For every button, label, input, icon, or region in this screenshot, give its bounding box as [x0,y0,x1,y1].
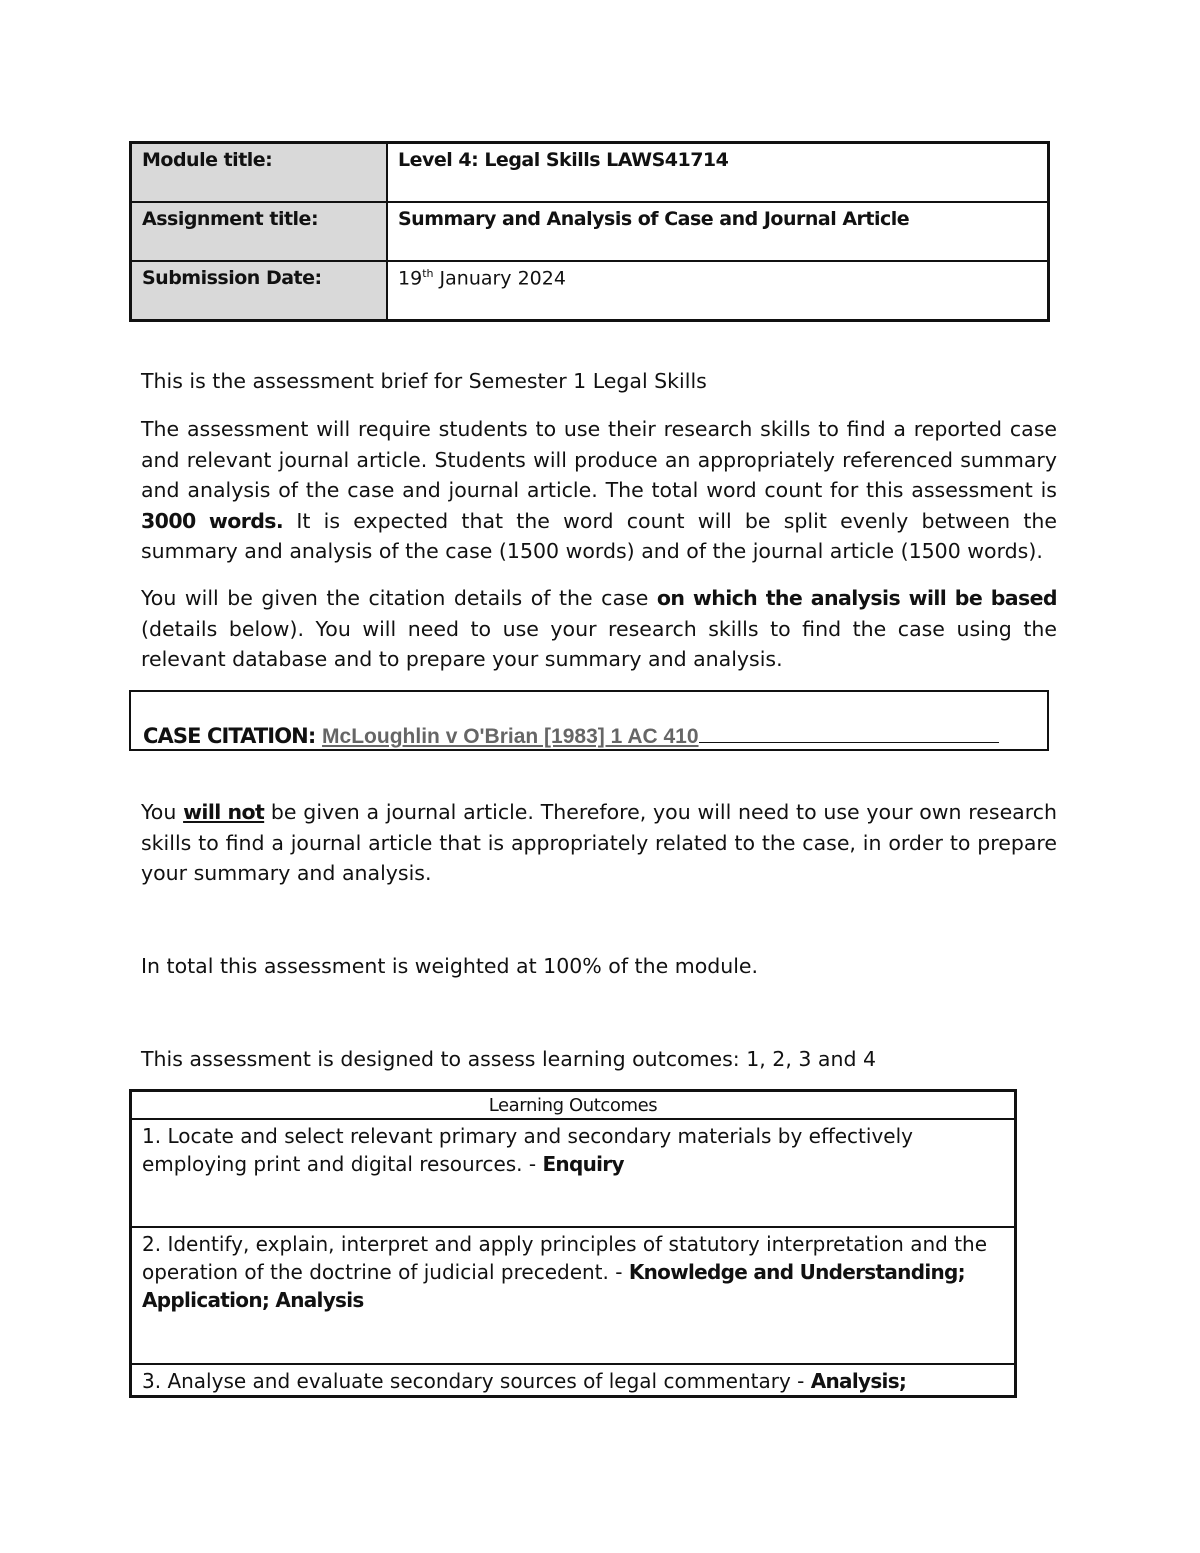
outcome-2-skill: Knowledge and Understanding; Application; Analysis [142,1260,965,1312]
outcome-2-text: 2. Identify, explain, interpret and apply principles of statutory interpretation and the operation of the doctrine of judicial precedent. - [142,1232,988,1284]
learning-outcomes-header-row [131,1091,1016,1120]
citation-info-text-1: You will be given the citation details of the case [141,586,657,610]
assignment-title-row [131,202,1049,261]
learning-outcome-row [131,1364,1016,1397]
outcomes-intro-paragraph: This assessment is designed to assess learning outcomes: 1, 2, 3 and 4 [141,1047,877,1071]
journal-text-2: be given a journal article. Therefore, you will need to use your own research skills to find a journal article that is appropriately related to the case, in order to prepare your summary and analysis. [141,800,1057,885]
learning-outcome-3 [131,1364,1016,1397]
word-count-bold: 3000 words. [141,508,284,533]
outcome-1-text: 1. Locate and select relevant primary and secondary materials by effectively employing print and digital resources. - [142,1124,913,1176]
journal-text-1: You [141,800,184,824]
outcome-1-skill: Enquiry [542,1152,624,1176]
citation-underline-fill [699,741,999,743]
module-title-row [131,143,1049,203]
learning-outcomes-table [129,1089,1017,1398]
assessment-text-2: It is expected that the word count will be split evenly between the summary and analysis of the case (1500 words) and of the journal article (1500 words). [141,508,1058,563]
assessment-paragraph [141,414,1057,567]
case-citation-value: McLoughlin v O'Brian [1983] 1 AC 410 [322,725,699,748]
learning-outcome-row [131,1227,1016,1364]
weighting-paragraph: In total this assessment is weighted at 100% of the module. [141,954,759,978]
submission-day-suffix: th [422,267,434,280]
learning-outcome-2 [131,1227,1016,1364]
learning-outcome-1 [131,1119,1016,1227]
assignment-title-label: Assignment title: [131,202,388,261]
submission-date-label: Submission Date: [131,261,388,321]
module-title-value: Level 4: Legal Skills LAWS41714 [387,143,1049,203]
learning-outcomes-header: Learning Outcomes [131,1091,1016,1120]
assessment-text-1: The assessment will require students to use their research skills to find a reported case and relevant journal article. Students will produce an appropriately referenced summary and analysis of the case and journal article. The total word count for this assessment is [141,417,1057,502]
module-title-label: Module title: [131,143,388,203]
outcome-3-skill: Analysis; [810,1369,907,1393]
learning-outcome-row [131,1119,1016,1227]
submission-date-row [131,261,1049,321]
citation-info-paragraph [141,583,1057,675]
module-info-table [129,141,1050,322]
case-citation-label: CASE CITATION: [143,724,316,748]
outcome-3-text: 3. Analyse and evaluate secondary sources of legal commentary - [142,1369,811,1393]
submission-day: 19 [398,267,423,290]
assignment-title-value: Summary and Analysis of Case and Journal Article [387,202,1049,261]
intro-paragraph: This is the assessment brief for Semester 1 Legal Skills [141,369,707,393]
journal-paragraph [141,797,1057,889]
submission-month-year: January 2024 [433,267,566,290]
submission-date-value [387,261,1049,321]
case-citation-line [143,724,999,749]
citation-info-bold: on which the analysis will be based [656,586,1057,610]
case-citation-box [129,690,1049,751]
citation-info-text-2: (details below). You will need to use your research skills to find the case using the relevant database and to prepare your summary and analysis. [141,616,1057,671]
will-not-bold: will not [183,800,265,824]
